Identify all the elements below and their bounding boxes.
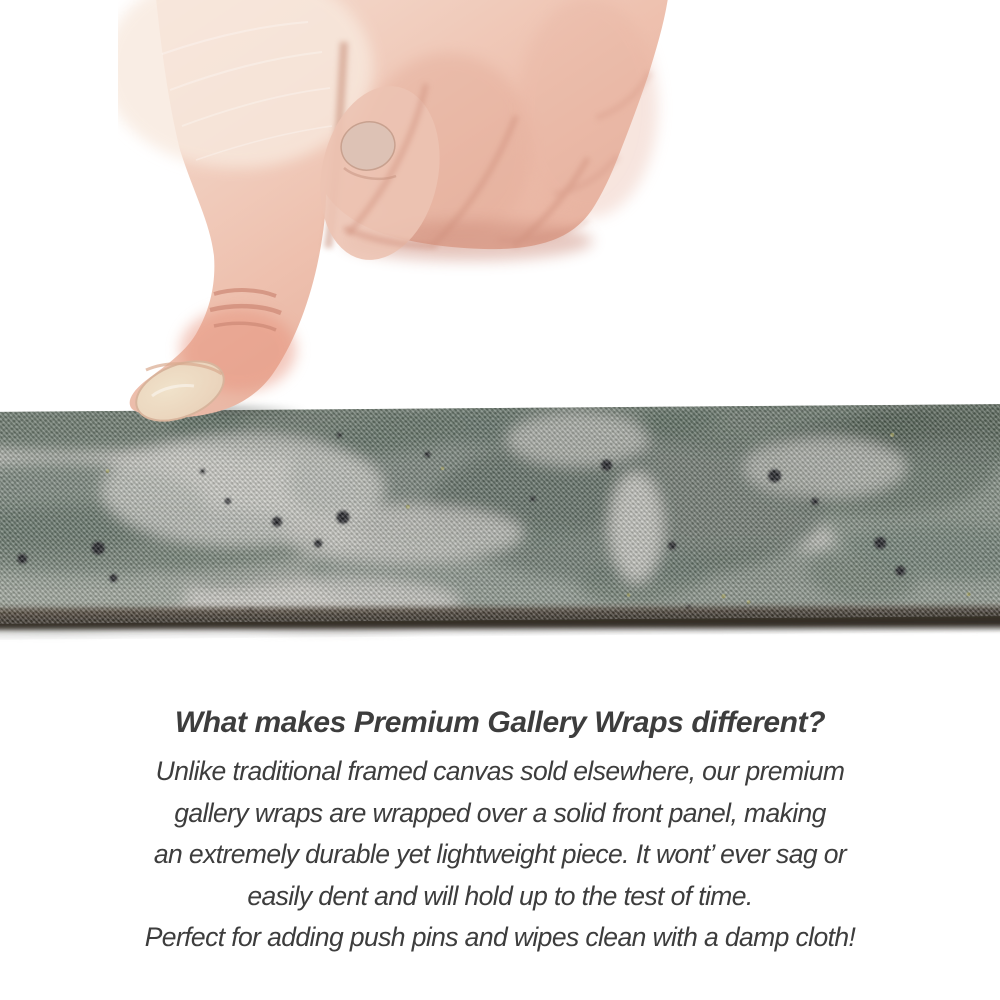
- info-line-2: gallery wraps are wrapped over a solid front panel, making: [174, 797, 826, 828]
- info-heading: What makes Premium Gallery Wraps different?: [174, 706, 826, 739]
- info-line-4: easily dent and will hold up to the test of time.: [247, 880, 753, 911]
- canvas-strip-art: [0, 404, 1000, 644]
- marketing-copy: [0, 700, 1000, 959]
- canvas-strip-photo: [0, 404, 1000, 644]
- hand-pressing-thumb-photo: [118, 0, 702, 426]
- hand-art: [118, 0, 702, 426]
- info-line-1: Unlike traditional framed canvas sold elsewhere, our premium: [155, 756, 845, 786]
- info-line-3: an extremely durable yet lightweight piece. It wont’ ever sag or: [153, 839, 847, 869]
- info-line-5: Perfect for adding push pins and wipes clean with a damp cloth!: [144, 922, 856, 952]
